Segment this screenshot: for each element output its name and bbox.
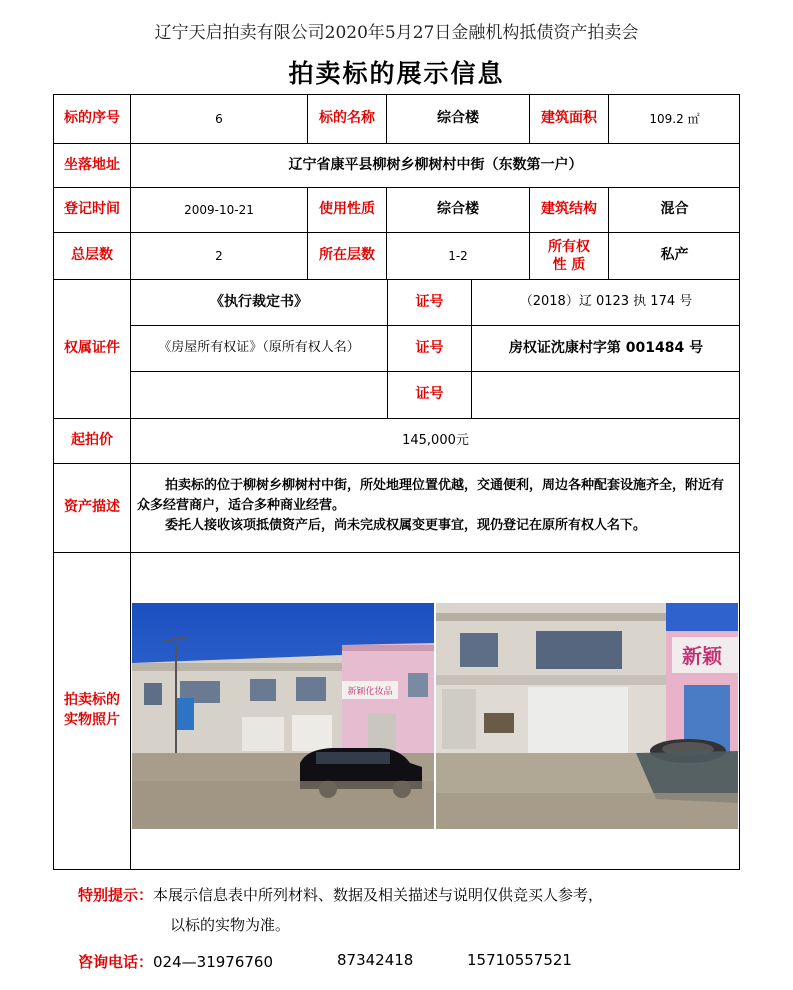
cert-label: 权属证件: [54, 280, 131, 419]
cert2-name: 《房屋所有权证》（原所有权人名）: [131, 326, 388, 372]
phone-1: 024—31976760: [153, 953, 273, 971]
cert3-name: [131, 372, 388, 419]
cert2-no-label: 证号: [388, 326, 472, 372]
ownership-value: 私产: [609, 233, 740, 280]
note-line-1: 本展示信息表中所列材料、数据及相关描述与说明仅供竞买人参考，: [153, 886, 604, 904]
cert3-no: [472, 372, 740, 419]
cert1-no-label: 证号: [388, 280, 472, 326]
floors-label: 总层数: [54, 233, 131, 280]
property-photo-1: [132, 603, 434, 829]
price-label: 起拍价: [54, 419, 131, 464]
area-value: 109.2 ㎡: [609, 95, 740, 144]
desc-paragraph-1: 拍卖标的位于柳树乡柳树村中街，所处地理位置优越，交通便利，周边各种配套设施齐全，附近有众多经营商户，适合多种商业经营。: [137, 478, 725, 514]
structure-value: 混合: [609, 188, 740, 233]
location-value: 辽宁省康平县柳树乡柳树村中街（东数第一户）: [131, 144, 740, 188]
cert2-no: 房权证沈康村字第 001484 号: [472, 326, 740, 372]
property-photo-2: [436, 603, 738, 829]
area-label: 建筑面积: [530, 95, 609, 144]
name-value: 综合楼: [387, 95, 530, 144]
note-label: 特别提示：: [78, 886, 154, 904]
floors-value: 2: [131, 233, 308, 280]
desc-paragraph-2: 委托人接收该项抵债资产后，尚未完成权属变更事宜，现仍登记在原所有权人名下。: [165, 518, 647, 534]
seq-label: 标的序号: [54, 95, 131, 144]
photos-label: 拍卖标的实物照片: [54, 553, 131, 869]
note-block: [78, 884, 603, 905]
phone-label: 咨询电话：: [78, 953, 154, 971]
register-value: 2009-10-21: [131, 188, 308, 233]
note-line-2: 以标的实物为准。: [170, 916, 291, 934]
ownership-label: 所有权性 质: [530, 233, 609, 280]
page-title: 拍卖标的展示信息: [288, 59, 505, 88]
register-label: 登记时间: [54, 188, 131, 233]
phone-2: 87342418: [337, 951, 414, 969]
cert1-no: （2018）辽 0123 执 174 号: [472, 280, 740, 326]
location-label: 坐落地址: [54, 144, 131, 188]
name-label: 标的名称: [308, 95, 387, 144]
phone-3: 15710557521: [467, 951, 572, 969]
structure-label: 建筑结构: [530, 188, 609, 233]
desc-text: [131, 464, 740, 553]
phone-block: [78, 951, 273, 972]
use-value: 综合楼: [387, 188, 530, 233]
at-floor-value: 1-2: [387, 233, 530, 280]
cert3-no-label: 证号: [388, 372, 472, 419]
cert1-name: 《执行裁定书》: [131, 280, 388, 326]
shop-sign-2-text: 新颖: [682, 644, 722, 668]
seq-value: 6: [131, 95, 308, 144]
auction-header: 辽宁天启拍卖有限公司2020年5月27日金融机构抵债资产拍卖会: [154, 23, 639, 43]
price-value: 145,000元: [131, 419, 740, 464]
use-label: 使用性质: [308, 188, 387, 233]
shop-sign-text: 新颖化妆品: [347, 687, 393, 697]
desc-label: 资产描述: [54, 464, 131, 553]
at-floor-label: 所在层数: [308, 233, 387, 280]
